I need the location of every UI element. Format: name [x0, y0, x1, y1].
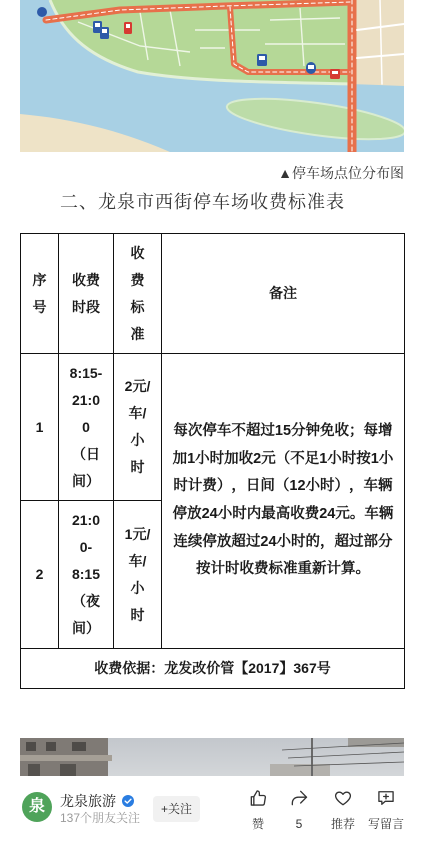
- account-name[interactable]: 龙泉旅游: [60, 793, 116, 809]
- heart-icon: [333, 788, 353, 808]
- like-button[interactable]: [236, 788, 280, 834]
- row-no: 1: [35, 418, 44, 435]
- comment-icon: [376, 788, 396, 808]
- header-cell-rate: [114, 234, 162, 354]
- account-action-bar: [0, 776, 440, 842]
- row-rate: 2元/车/小时: [124, 378, 151, 475]
- account-avatar[interactable]: [22, 792, 52, 822]
- remark-text: 每次停车不超过15分钟免收；每增加1小时加收2元（不足1小时按1小时计费），日间（12小时），车辆停放24小时内最高收费24元。车辆连续停放超过24小时的，超过部分按计时收费标准重新计算。: [172, 423, 394, 578]
- map-caption: ▲停车场点位分布图: [278, 165, 404, 181]
- row-no-cell: [21, 501, 59, 649]
- recommend-button[interactable]: [321, 788, 365, 834]
- row-period: 8:15-21:00（日间）: [69, 364, 103, 489]
- comment-label: 写留言: [367, 817, 404, 831]
- table-row: [21, 354, 405, 501]
- parking-fee-table: [20, 233, 405, 689]
- like-label: 赞: [251, 817, 264, 831]
- header-cell-remark: [162, 234, 405, 354]
- header-period-label: 收费时段: [72, 271, 100, 315]
- row-rate-cell: [114, 501, 162, 649]
- fee-basis-text: 收费依据：龙发改价管【2017】367号: [94, 660, 331, 676]
- row-period-cell: [59, 354, 114, 501]
- thumbs-up-icon: [248, 788, 268, 808]
- fee-basis-cell: [21, 649, 405, 689]
- parking-location-map-image[interactable]: [20, 0, 404, 152]
- write-comment-button[interactable]: [364, 788, 408, 834]
- street-photo-image[interactable]: [20, 738, 404, 776]
- account-logo-text: 泉: [28, 798, 45, 815]
- follower-count: 137个朋友关注: [60, 811, 141, 825]
- header-cell-no: [21, 234, 59, 354]
- share-icon: [289, 788, 309, 808]
- row-period: 21:00-8:15（夜间）: [71, 512, 101, 636]
- share-button[interactable]: [277, 788, 321, 834]
- header-cell-period: [59, 234, 114, 354]
- row-rate-cell: [114, 354, 162, 501]
- share-count: 5: [295, 817, 303, 831]
- row-no-cell: [21, 354, 59, 501]
- row-rate: 1元/车/小时: [124, 525, 151, 623]
- section-heading: 二、龙泉市西街停车场收费标准表: [60, 192, 345, 212]
- table-header-row: [21, 234, 405, 354]
- row-period-cell: [59, 501, 114, 649]
- header-rate-label: 收费标准: [130, 244, 145, 342]
- follow-button[interactable]: +关注: [153, 796, 200, 822]
- remark-cell: [162, 354, 405, 649]
- header-remark-label: 备注: [269, 285, 297, 301]
- table-footer-row: [21, 649, 405, 689]
- recommend-label: 推荐: [330, 817, 355, 831]
- row-no: 2: [35, 566, 44, 582]
- verified-badge-icon: [122, 795, 134, 807]
- header-no-label: 序号: [32, 271, 47, 315]
